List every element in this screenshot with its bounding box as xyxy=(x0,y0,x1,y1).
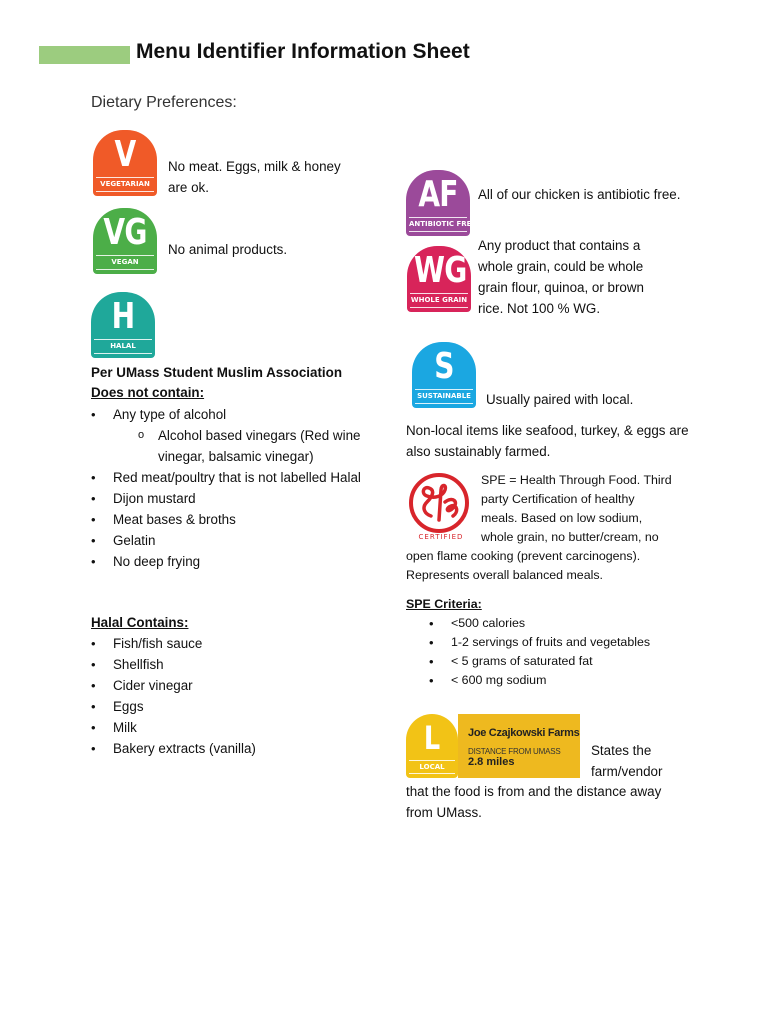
list-item: • Red meat/poultry that is not labelled Halal xyxy=(91,467,366,488)
sustainable-badge-icon xyxy=(412,342,476,408)
spe-description-line-4: whole grain, no butter/cream, no xyxy=(481,530,659,544)
vegan-description: No animal products. xyxy=(168,242,288,257)
list-item: o Alcohol based vinegars (Red wine vinegar, balsamic vinegar) xyxy=(91,425,366,467)
halal-does-not-contain-heading: Does not contain: xyxy=(91,385,205,400)
sustainable-note: Non-local items like seafood, turkey, & eggs are also sustainably farmed. xyxy=(406,423,689,459)
sustainable-badge-label: SUSTAINABLE xyxy=(415,389,473,404)
antibiotic-free-badge-icon xyxy=(406,170,477,236)
local-farm-panel xyxy=(458,714,580,778)
halal-does-not-contain-list xyxy=(91,404,366,572)
whole-grain-badge-letter: WG xyxy=(414,250,467,291)
halal-contains-list xyxy=(91,633,351,759)
list-item: • Fish/fish sauce xyxy=(91,633,351,654)
vegetarian-badge-letter: V xyxy=(114,134,136,175)
list-item: • Meat bases & broths xyxy=(91,509,366,530)
spe-criteria-heading: SPE Criteria: xyxy=(406,597,482,611)
list-item: • 1-2 servings of fruits and vegetables xyxy=(429,633,689,652)
spe-certified-logo xyxy=(407,472,475,544)
spe-description-line-6: Represents overall balanced meals. xyxy=(406,568,603,582)
local-farm-badge xyxy=(406,714,580,778)
whole-grain-badge-label: WHOLE GRAIN xyxy=(410,293,468,308)
list-item: • Cider vinegar xyxy=(91,675,351,696)
halal-badge-label: HALAL xyxy=(94,339,152,354)
local-description-line-1: States the xyxy=(591,743,652,758)
halal-contains-heading: Halal Contains: xyxy=(91,615,189,630)
page-title: Menu Identifier Information Sheet xyxy=(136,40,470,63)
halal-badge-icon xyxy=(91,292,155,358)
whole-grain-badge-icon xyxy=(407,246,471,312)
dietary-preferences-heading: Dietary Preferences: xyxy=(91,94,237,111)
halal-badge-letter: H xyxy=(111,296,135,337)
list-item: • < 5 grams of saturated fat xyxy=(429,652,689,671)
local-badge-label: LOCAL xyxy=(409,760,455,774)
list-item: • Milk xyxy=(91,717,351,738)
distance-label: DISTANCE FROM UMASS xyxy=(468,747,561,756)
local-description-line-2: farm/vendor xyxy=(591,764,663,779)
list-item: • Bakery extracts (vanilla) xyxy=(91,738,351,759)
list-item: • <500 calories xyxy=(429,614,689,633)
vegan-badge-letter: VG xyxy=(103,212,147,253)
farm-name: Joe Czajkowski Farms xyxy=(468,727,580,739)
vegetarian-description: No meat. Eggs, milk & honey are ok. xyxy=(168,159,341,195)
vegan-badge-label: VEGAN xyxy=(96,255,154,270)
vegetarian-badge-icon xyxy=(93,130,157,196)
spe-description-line-5: open flame cooking (prevent carcinogens). xyxy=(406,549,641,563)
antibiotic-free-badge-label: ANTIBIOTIC FREE xyxy=(409,217,467,232)
spe-description-line-2: party Certification of healthy xyxy=(481,492,635,506)
list-item: • < 600 mg sodium xyxy=(429,671,689,690)
sustainable-description: Usually paired with local. xyxy=(486,392,634,407)
whole-grain-description: Any product that contains a whole grain, could be whole grain flour, quinoa, or brown rice. Not 100 % WG. xyxy=(478,238,644,316)
local-badge-letter: L xyxy=(423,719,441,757)
sustainable-badge-letter: S xyxy=(434,346,454,387)
list-item: • No deep frying xyxy=(91,551,366,572)
vegetarian-badge-label: VEGETARIAN xyxy=(96,177,154,192)
list-item: • Any type of alcohol xyxy=(91,404,366,425)
distance-value: 2.8 miles xyxy=(468,756,515,768)
list-item: • Eggs xyxy=(91,696,351,717)
spe-description-line-3: meals. Based on low sodium, xyxy=(481,511,643,525)
spe-description-line-1: SPE = Health Through Food. Third xyxy=(481,473,672,487)
antibiotic-free-description: All of our chicken is antibiotic free. xyxy=(478,187,681,202)
list-item: • Shellfish xyxy=(91,654,351,675)
local-badge-icon xyxy=(406,714,458,778)
halal-intro: Per UMass Student Muslim Association xyxy=(91,365,343,380)
vegan-badge-icon xyxy=(93,208,157,274)
spe-criteria-list xyxy=(429,614,689,690)
list-item: • Gelatin xyxy=(91,530,366,551)
local-description-line-3: that the food is from and the distance away xyxy=(406,784,662,799)
local-description-line-4: from UMass. xyxy=(406,805,482,820)
antibiotic-free-badge-letter: AF xyxy=(418,174,458,215)
list-item: • Dijon mustard xyxy=(91,488,366,509)
title-accent-bar xyxy=(39,46,130,64)
spe-logo-caption: CERTIFIED xyxy=(418,533,464,541)
